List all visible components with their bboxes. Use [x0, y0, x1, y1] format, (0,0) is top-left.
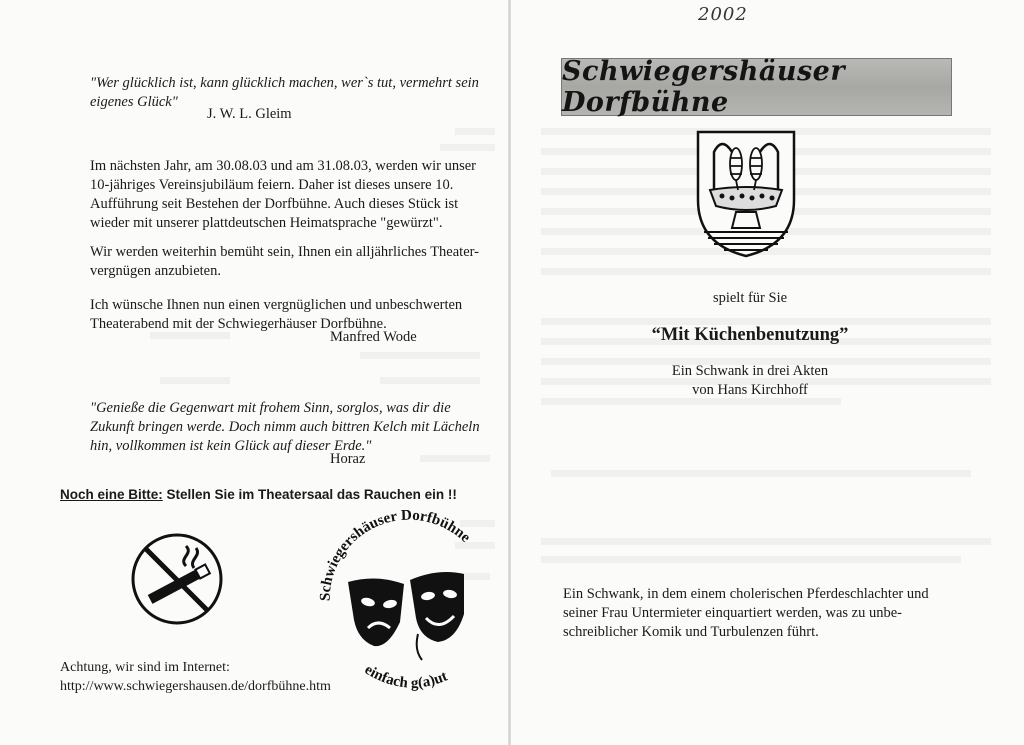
text-line: wieder mit unserer plattdeutschen Heimatsprache "gewürzt". — [90, 215, 443, 231]
bleed-through — [551, 470, 971, 477]
quote-line: "Wer glücklich ist, kann glücklich machen, wer`s tut, vermehrt sein — [90, 75, 479, 91]
bleed-through — [160, 377, 230, 384]
play-subtitle — [620, 362, 880, 400]
left-page — [0, 0, 509, 745]
quote-line: hin, vollkommen ist kein Glück auf dieser Erde." — [90, 438, 372, 454]
quote-line: eigenes Glück" — [90, 94, 178, 110]
website-url: http://www.schwiegershausen.de/dorfbühne.htm — [60, 679, 331, 694]
text-line: 10-jähriges Vereinsjubiläum feiern. Daher ist dieses unsere 10. — [90, 177, 454, 193]
coat-of-arms-icon — [694, 128, 798, 260]
internet-line: Achtung, wir sind im Internet: — [60, 660, 230, 675]
logo-slogan — [362, 662, 450, 692]
text-line: Ein Schwank, in dem einem cholerischen Pferdeschlachter und — [563, 586, 929, 602]
bleed-through — [380, 377, 480, 384]
internet-note — [60, 658, 331, 696]
theater-masks-icon — [348, 572, 464, 660]
bleed-through — [541, 538, 991, 545]
text-line: Wir werden weiterhin bemüht sein, Ihnen ein alljährliches Theater- — [90, 244, 480, 260]
bleed-through — [455, 128, 495, 135]
quote-author: Horaz — [330, 451, 366, 467]
horaz-quote — [90, 399, 480, 456]
text-line: vergnügen anzubieten. — [90, 263, 221, 279]
text-line: seiner Frau Untermieter einquartiert werden, was zu unbe- — [563, 605, 903, 621]
commitment-paragraph — [90, 243, 479, 281]
text-line: Aufführung seit Bestehen der Dorfbühne. Auch dieses Stück ist — [90, 196, 459, 212]
play-description — [563, 585, 929, 642]
request-text: Stellen Sie im Theatersaal das Rauchen ein !! — [162, 487, 457, 502]
title-banner — [561, 58, 952, 116]
bleed-through — [420, 455, 490, 462]
quote-line: Zukunft bringen werde. Doch nimm auch bittren Kelch mit Lächeln — [90, 419, 480, 435]
bleed-through — [541, 556, 961, 563]
company-title: Schwiegershäuser Dorfbühne — [562, 56, 846, 118]
text-line: Im nächsten Jahr, am 30.08.03 und am 31.08.03, werden wir unser — [90, 158, 476, 174]
dorfbuehne-logo — [318, 510, 503, 710]
signature: Manfred Wode — [330, 329, 417, 345]
request-label: Noch eine Bitte: — [60, 487, 163, 502]
text-line: Theaterabend mit der Schwiegerhäuser Dorfbühne. — [90, 316, 387, 332]
logo-arc-textpath: Schwiegershäuser Dorfbühne — [318, 510, 474, 602]
plays-for-label: spielt für Sie — [712, 290, 788, 306]
quote-line: "Genieße die Gegenwart mit frohem Sinn, sorglos, was dir die — [90, 400, 451, 416]
text-line: schreiblicher Komik und Turbulenzen führt. — [563, 624, 819, 640]
handwritten-year: 2002 — [698, 4, 748, 25]
bleed-through — [541, 268, 991, 275]
bleed-through — [440, 144, 495, 151]
logo-slogan-textpath: einfach g(a)ut — [361, 661, 450, 692]
author-line: von Hans Kirchhoff — [692, 382, 808, 398]
no-smoking-request — [60, 487, 457, 502]
anniversary-paragraph — [90, 157, 476, 233]
text-line: Ich wünsche Ihnen nun einen vergnüglichen und unbeschwerten — [90, 297, 463, 313]
bleed-through — [360, 352, 480, 359]
play-title: “Mit Küchenbenutzung” — [651, 325, 849, 345]
subtitle-line: Ein Schwank in drei Akten — [671, 363, 829, 379]
quote-author: J. W. L. Gleim — [207, 106, 292, 122]
no-smoking-icon — [128, 530, 226, 628]
bleed-through — [541, 318, 991, 325]
